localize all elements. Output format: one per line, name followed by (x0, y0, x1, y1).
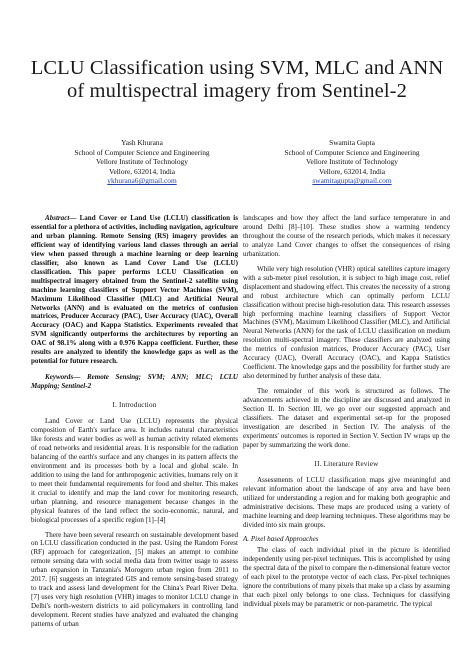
author-name: Swamita Gupta (329, 138, 375, 147)
author-email-link[interactable]: ykhurana6@gmail.com (107, 176, 177, 186)
author-department: School of Computer Science and Engineering (284, 147, 420, 157)
subsection-heading-pixel-based: A. Pixel based Approaches (243, 534, 319, 543)
author-department: School of Computer Science and Engineering (74, 147, 210, 157)
author-email-link[interactable]: swamitagupta@gmail.com (312, 176, 392, 186)
left-column (31, 214, 238, 629)
literature-review-paragraph-1: Assessments of LCLU classification maps give meaningful and relevant information about the landscape of any area and have been utilized for understanding a region and for making both geographic and administrative decisions. These maps are produced using a variety of machine learning and deep learning techniques. These algorithms may be divided into six main groups. (243, 475, 450, 529)
author-name: Yash Khurana (121, 138, 163, 147)
author-block-1 (42, 138, 242, 186)
introduction-paragraph-4: The remainder of this work is structured as follows. The advancements achieved in the discipline are discussed and analyzed in Section II. In Section III, we go over our suggested approach and classifiers. The dataset and experimental set-up for the proposed investigation are described in Section IV. The analysis of the experiments' outcomes is reported in Section V. Section IV wraps up the paper by summarizing the work done. (243, 387, 450, 449)
paper-title: LCLU Classification using SVM, MLC and ANN of multispectral imagery from Sentinel-2 (30, 57, 444, 102)
section-heading-introduction: I. Introduction (112, 401, 157, 410)
author-institution: Vellore Institute of Technology (96, 157, 188, 167)
keywords-text: Remote Sensing; SVM; ANN; MLC; LCLU Mapping; Sentinel-2 (31, 373, 238, 391)
introduction-paragraph-3: While very high resolution (VHR) optical satellites capture imagery with a sub-meter pixel resolution, it is subject to high image cost, relief displacement and shadowing effect. This creates the necessity of a strong and robust architecture which can optimally perform LCLU classification without precise high-resolution data. This research assesses high performing machine learning classifiers of Support Vector Machines (SVM), Maximum Likelihood Classifier (MLC), and Artificial Neural Networks (ANN) for the task of LCLU classification on medium resolution multi-spectral imagery. These classifiers are analyzed using the metrics of confusion matrices, Producer Accuracy (PAC), User Accuracy (UAC), Overall Accuracy (OAC), and Kappa Statistics Coefficient. The knowledge gaps and the possibility for further study are also determined by further analysis of these data. (243, 264, 450, 381)
introduction-paragraph-continued: landscapes and how they affect the land surface temperature in and around Delhi [8]–[10]. These studies show a warming tendency throughout the course of the research periods, which makes it necessary to analyze Land Cover changes to offset the consequences of rising urbanization. (243, 214, 450, 258)
introduction-paragraph-1: Land Cover or Land Use (LCLU) represents the physical composition of Earth's surface area. It includes natural characteristics like forests and water bodies as well as human activity related elements of road networks and residential areas. It is responsible for the radiation balancing of the earth's surface and any changes in its pattern affects the environment and its processes both by a local and global scale. In addition to using the land for anthropogenic activities, humans rely on it to meet their fundamental requirements for food and shelter. This makes it crucial to identify and map the land cover for monitoring research, urban planning, and resource management because changes in the physical features of the land reflect the socio-economic, natural, and biological processes of a specific region [1]–[4] (31, 417, 238, 524)
author-institution: Vellore Institute of Technology (306, 157, 398, 167)
author-city: Vellore, 632014, India (318, 166, 386, 176)
abstract-text: — Land Cover or Land Use (LCLU) classification is essential for a plethora of activities, including navigation, agriculture and urban planning. Remote Sensing (RS) imagery provides an efficient way of identifying various land classes through an aerial view when passed through a machine learning or deep learning classifier, also known as Land Cover Land Use (LCLU) classification. This paper performs LCLU Classification on multispectral imagery obtained from the Sentinel-2 satellite using machine learning classifiers of Support Vector Machines (SVM), Maximum Likelihood Classifier (MLC) and Artificial Neural Networks (ANN) and is evaluated on the metrics of confusion matrices, Producer Accuracy (PAC), User Accuracy (UAC), Overall Accuracy (OAC) and Kappa Statistics. Experiments revealed that SVM significantly outperforms the architectures by reporting an OAC of 98.1% along with a 0.976 Kappa coefficient. Further, these results are analyzed to identify the knowledge gaps as well as the potential for future research. (31, 214, 238, 366)
keywords (31, 373, 238, 391)
author-block-2 (252, 138, 452, 186)
introduction-paragraph-2: There have been several research on sustainable development based on LCLU classification conducted in the past. Using the Random Forest (RF) approach for categorization, [5] makes an attempt to combine remote sensing data with social media data from twitter usage to assess urban expansion in Tanzania's Morogoro urban region from 2011 to 2017. [6] suggests an integrated GIS and remote sensing-based strategy to track and assess land development for the China's Pearl River Delta. [7] uses very high resolution (VHR) images to monitor LCLU change in Delhi's north-western districts to aid policymakers in controlling land development. Recent studies have analyzed and evaluated the changing patterns of urban (31, 530, 238, 629)
pixel-based-paragraph: The class of each individual pixel in the picture is identified independently using per-pixel techniques. This is accomplished by using the spectral data of the pixel to compare the n-dimensional feature vector of each pixel to the prototype vector of each class. Per-pixel techniques ignore the contributions of many pixels that make up a class by assuming that each pixel only belongs to one class. Techniques for classifying individual pixels may be parametric or non-parametric. The typical (243, 546, 450, 609)
section-heading-literature-review: II. Literature Review (314, 459, 379, 468)
abstract-label: Abstract (45, 214, 70, 222)
author-city: Vellore, 632014, India (108, 166, 176, 176)
abstract (31, 214, 238, 366)
right-column (243, 214, 450, 609)
keywords-label: Keywords— (45, 373, 81, 382)
